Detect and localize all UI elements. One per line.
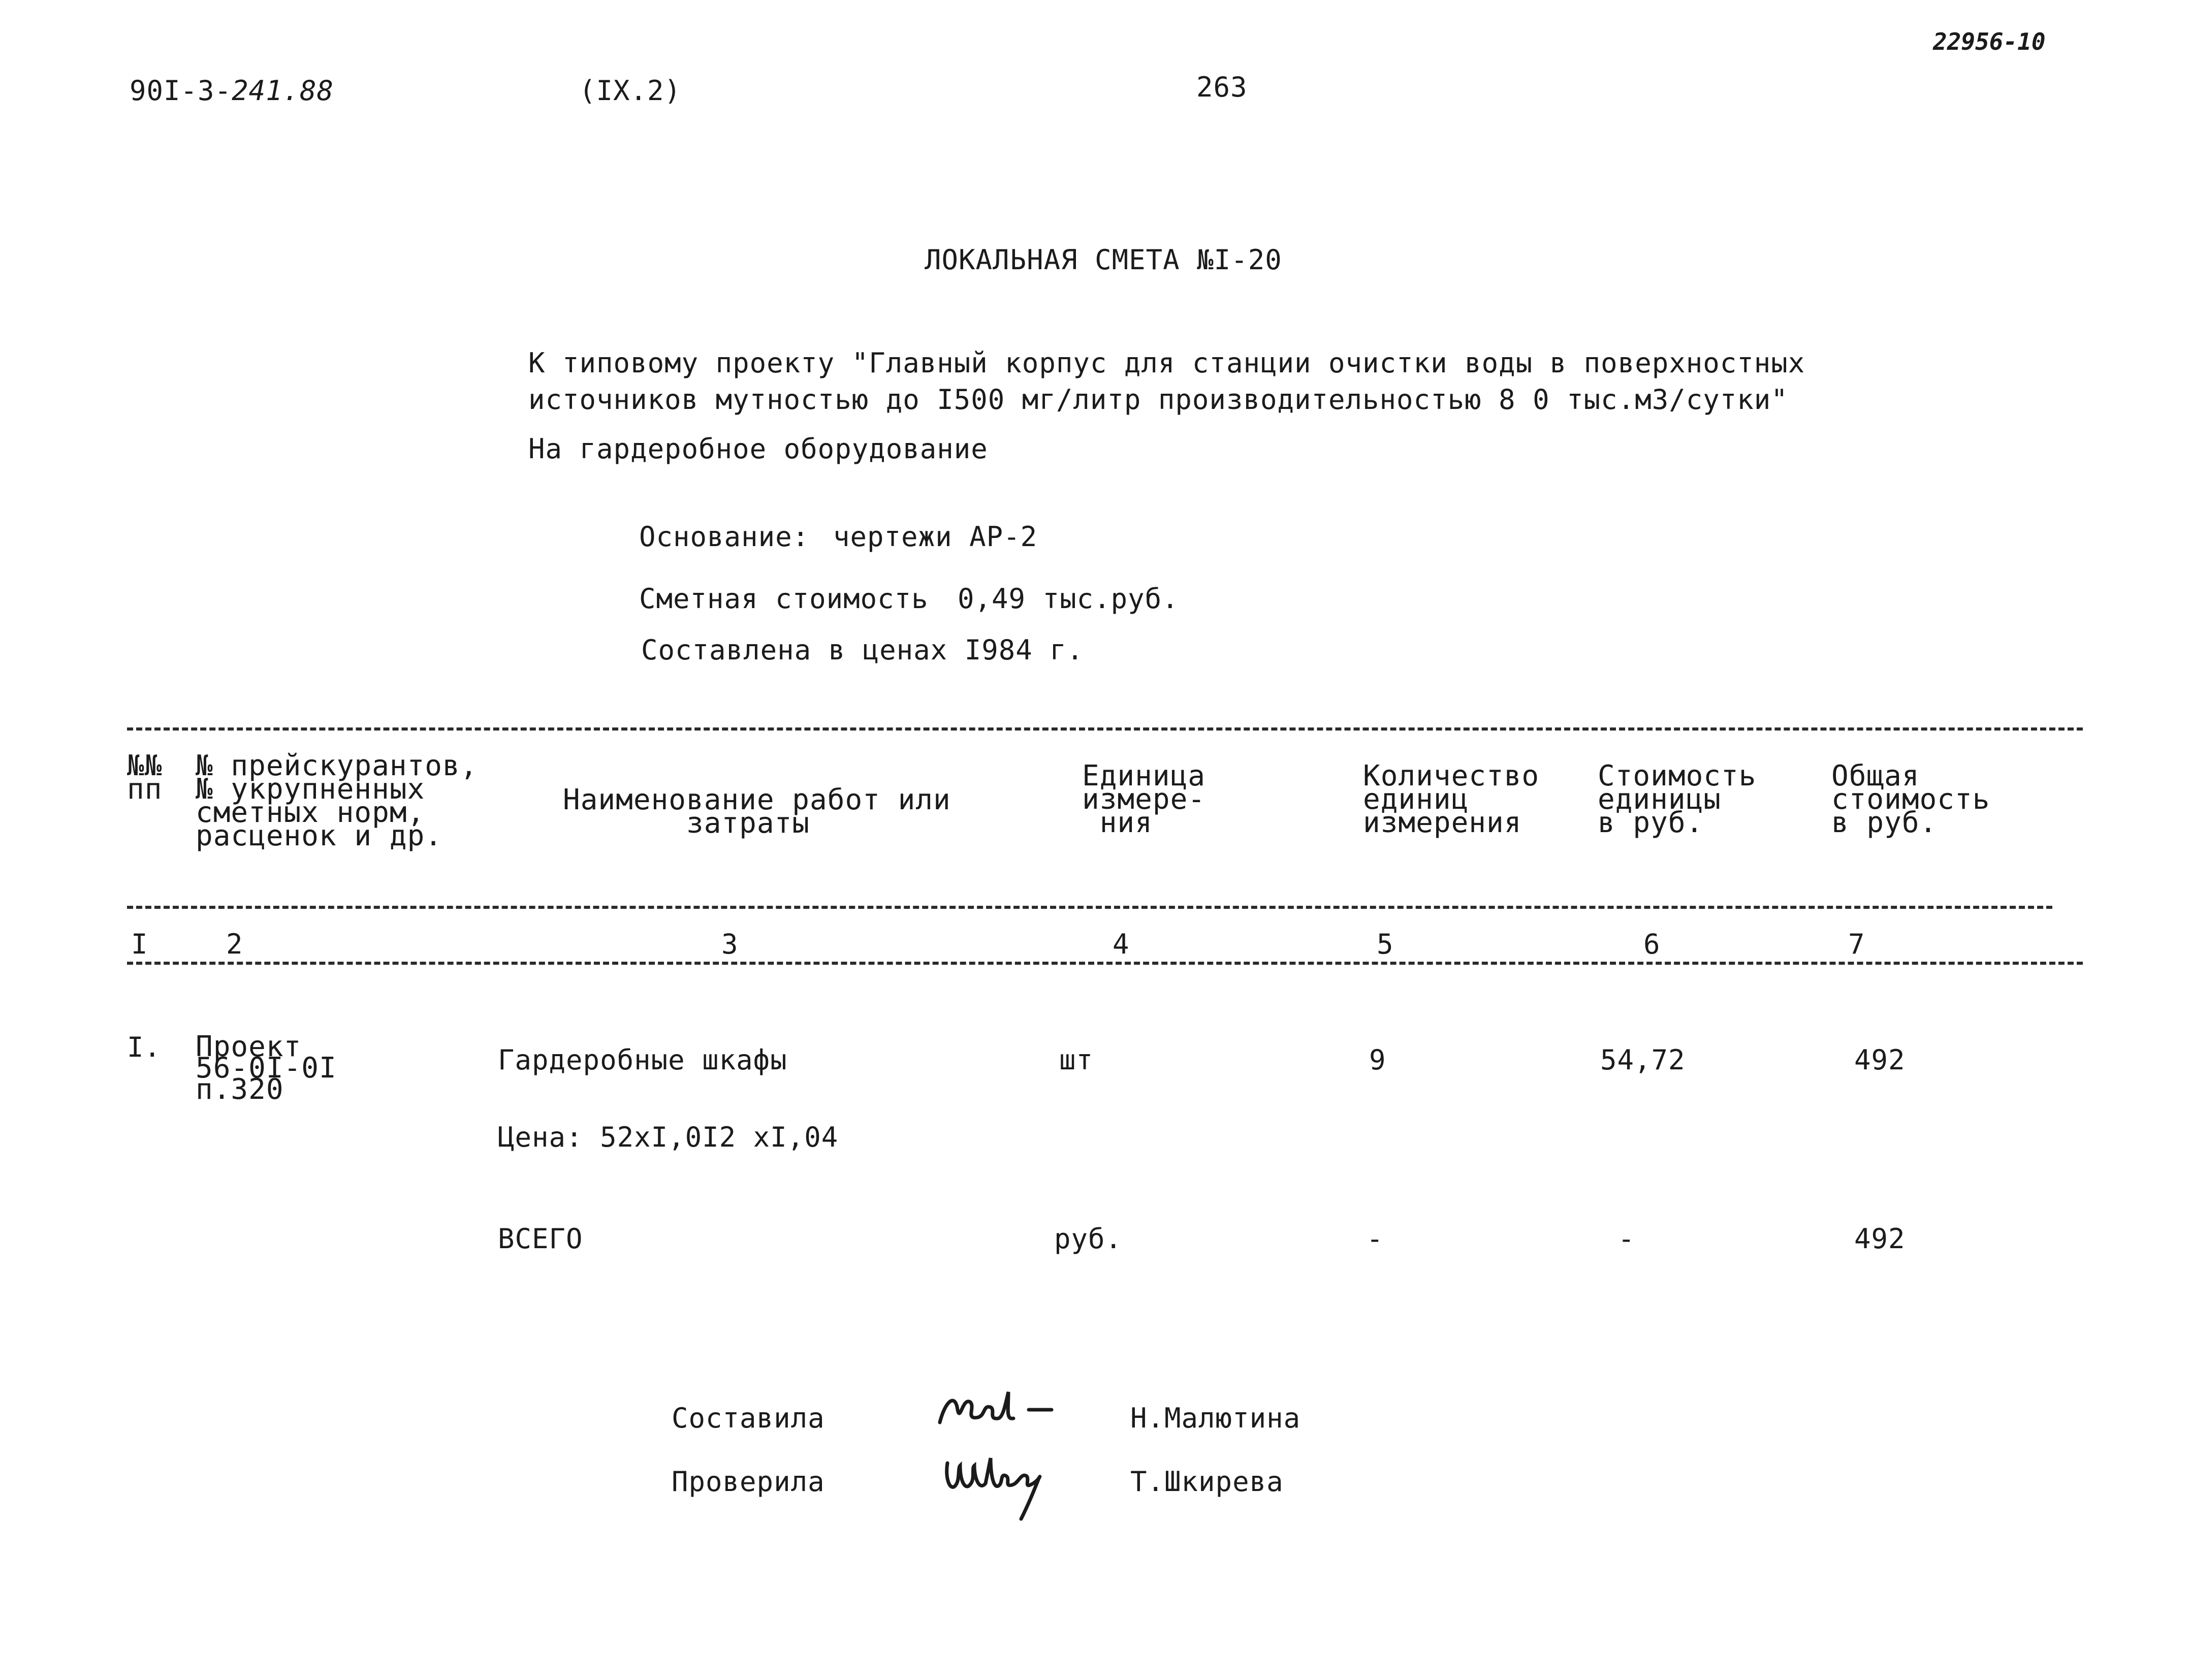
page-number: 263 [1196, 71, 1248, 103]
column-number-7: 7 [1848, 928, 1865, 960]
row-1-reference: Проект 56-0I-0I п.320 [196, 1030, 337, 1106]
header-bottom-rule [127, 906, 2052, 909]
header-col-5: Количество единиц измерения [1363, 759, 1540, 839]
basis-label: Основание: [639, 521, 810, 553]
header-col-6: Стоимость единицы в руб. [1598, 759, 1757, 839]
header-col-2: № прейскурантов, № укрупненных сметных норм, расценок и др. [196, 749, 478, 852]
row-1-unit: шт [1059, 1044, 1094, 1076]
header-col-7: Общая стоимость в руб. [1831, 759, 1990, 839]
document-code-suffix: 241.88 [232, 75, 334, 107]
project-line-2: источников мутностью до I500 мг/литр производительностью 8 0 тыс.м3/сутки" [528, 384, 1788, 416]
table-top-rule [127, 727, 2083, 731]
column-number-6: 6 [1643, 928, 1661, 960]
project-line-1: К типовому проекту "Главный корпус для станции очистки воды в поверхностных [528, 347, 1805, 379]
document-code-prefix: 90I-3- [130, 75, 232, 107]
project-line-3: На гардеробное оборудование [528, 433, 988, 465]
row-1-quantity: 9 [1369, 1044, 1386, 1076]
total-quantity: - [1367, 1223, 1384, 1255]
column-number-5: 5 [1377, 928, 1394, 960]
column-number-1: I [131, 928, 148, 960]
cost-value: 0,49 тыс.руб. [958, 583, 1179, 615]
archive-number: 22956-10 [1933, 28, 2046, 55]
row-1-number: I. [127, 1031, 162, 1063]
compiled-by-name: Н.Малютина [1130, 1402, 1301, 1434]
row-1-total: 492 [1854, 1044, 1906, 1076]
column-numbers-rule [127, 962, 2083, 965]
row-1-name: Гардеробные шкафы [498, 1044, 787, 1076]
header-col-4: Единица измере- ния [1082, 759, 1206, 839]
cost-label: Сметная стоимость [639, 583, 929, 615]
checked-by-name: Т.Шкирева [1130, 1466, 1284, 1498]
column-number-4: 4 [1113, 928, 1130, 960]
compiled-by-signature [935, 1382, 1067, 1438]
compiled-by-label: Составила [672, 1402, 825, 1434]
total-label: ВСЕГО [498, 1223, 583, 1255]
row-1-price-note: Цена: 52хI,0I2 хI,04 [498, 1121, 839, 1153]
column-number-2: 2 [226, 928, 243, 960]
document-title: ЛОКАЛЬНАЯ СМЕТА №I-20 [925, 244, 1282, 276]
header-col-1: №№ пп [127, 749, 163, 806]
total-unit: руб. [1054, 1223, 1123, 1255]
basis-value: чертежи АР-2 [833, 521, 1038, 553]
section-code: (IX.2) [579, 75, 682, 107]
prices-basis: Составлена в ценах I984 г. [641, 634, 1084, 666]
checked-by-signature [940, 1448, 1072, 1529]
total-unit-price: - [1618, 1223, 1635, 1255]
column-number-3: 3 [721, 928, 739, 960]
document-code [130, 77, 334, 105]
row-1-unit-price: 54,72 [1600, 1044, 1686, 1076]
header-col-3: Наименование работ или затраты [563, 783, 951, 840]
checked-by-label: Проверила [672, 1466, 825, 1498]
total-amount: 492 [1854, 1223, 1906, 1255]
